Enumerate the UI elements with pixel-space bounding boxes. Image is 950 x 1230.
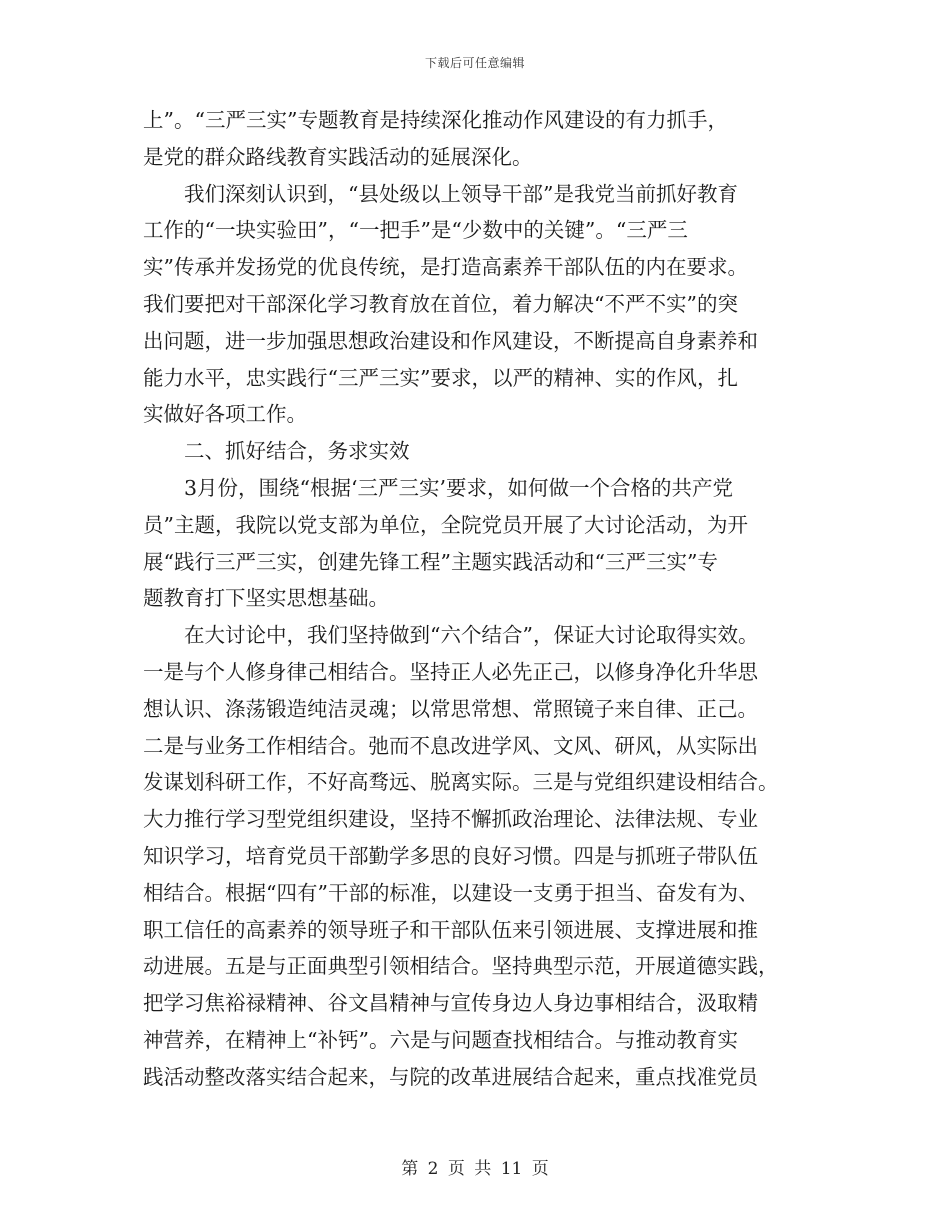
page-header-note: 下载后可任意编辑: [424, 56, 525, 70]
text-line: 神营养，在精神上“补钙”。六是与问题查找相结合。与推动教育实: [143, 1027, 738, 1052]
text-line: 实”传承并发扬党的优良传统，是打造高素养干部队伍的内在要求。: [143, 255, 748, 280]
text-line: 我们要把对干部深化学习教育放在首位，着力解决“不严不实”的突: [143, 291, 738, 316]
text-line: 动进展。五是与正面典型引领相结合。坚持典型示范，开展道德实践，: [143, 954, 779, 979]
text-line: 职工信任的高素养的领导班子和干部队伍来引领进展、支撑进展和推: [143, 917, 758, 942]
text-line: 员”主题，我院以党支部为单位，全院党员开展了大讨论活动，为开: [143, 512, 748, 537]
text-line: 在大讨论中，我们坚持做到“六个结合”，保证大讨论取得实效。: [143, 623, 759, 648]
text-line: 践活动整改落实结合起来，与院的改革进展结合起来，重点找准党员: [143, 1064, 758, 1089]
text-line: 一是与个人修身律己相结合。坚持正人必先正己，以修身净化升华思: [143, 659, 758, 684]
text-line: 想认识、涤荡锻造纯洁灵魂；以常思常想、常照镜子来自律、正己。: [143, 696, 758, 721]
text-line: 出问题，进一步加强思想政治建设和作风建设，不断提高自身素养和: [143, 328, 758, 353]
text-line: 工作的“一块实验田”，“一把手”是“少数中的关键”。“三严三: [143, 218, 688, 243]
text-line: 知识学习，培育党员干部勤学多思的良好习惯。四是与抓班子带队伍: [143, 843, 758, 868]
text-line: 3月份，围绕“根据‘三严三实’要求，如何做一个合格的共产党: [143, 475, 734, 500]
text-line: 我们深刻认识到，“县处级以上领导干部”是我党当前抓好教育: [143, 181, 738, 206]
text-line: 相结合。根据“四有”干部的标准，以建设一支勇于担当、奋发有为、: [143, 880, 759, 905]
text-line: 发谋划科研工作，不好高骛远、脱离实际。三是与党组织建设相结合。: [143, 770, 779, 795]
section-heading: 二、抓好结合，务求实效: [143, 439, 410, 464]
text-line: 展“践行三严三实，创建先锋工程”主题实践活动和“三严三实”专: [143, 549, 718, 574]
text-line: 能力水平，忠实践行“三严三实”要求，以严的精神、实的作风，扎: [143, 365, 738, 390]
text-line: 上”。“三严三实”专题教育是持续深化推动作风建设的有力抓手，: [143, 108, 728, 132]
text-line: 大力推行学习型党组织建设，坚持不懈抓政治理论、法律法规、专业: [143, 807, 758, 832]
text-line: 题教育打下坚实思想基础。: [143, 586, 389, 611]
page-number: 第 2 页 共 11 页: [401, 1159, 549, 1179]
text-line: 实做好各项工作。: [143, 402, 307, 427]
text-line: 把学习焦裕禄精神、谷文昌精神与宣传身边人身边事相结合，汲取精: [143, 991, 758, 1016]
document-body: [143, 102, 815, 1096]
text-line: 是党的群众路线教育实践活动的延展深化。: [143, 144, 533, 169]
text-line: 二是与业务工作相结合。弛而不息改进学风、文风、研风，从实际出: [143, 733, 758, 758]
